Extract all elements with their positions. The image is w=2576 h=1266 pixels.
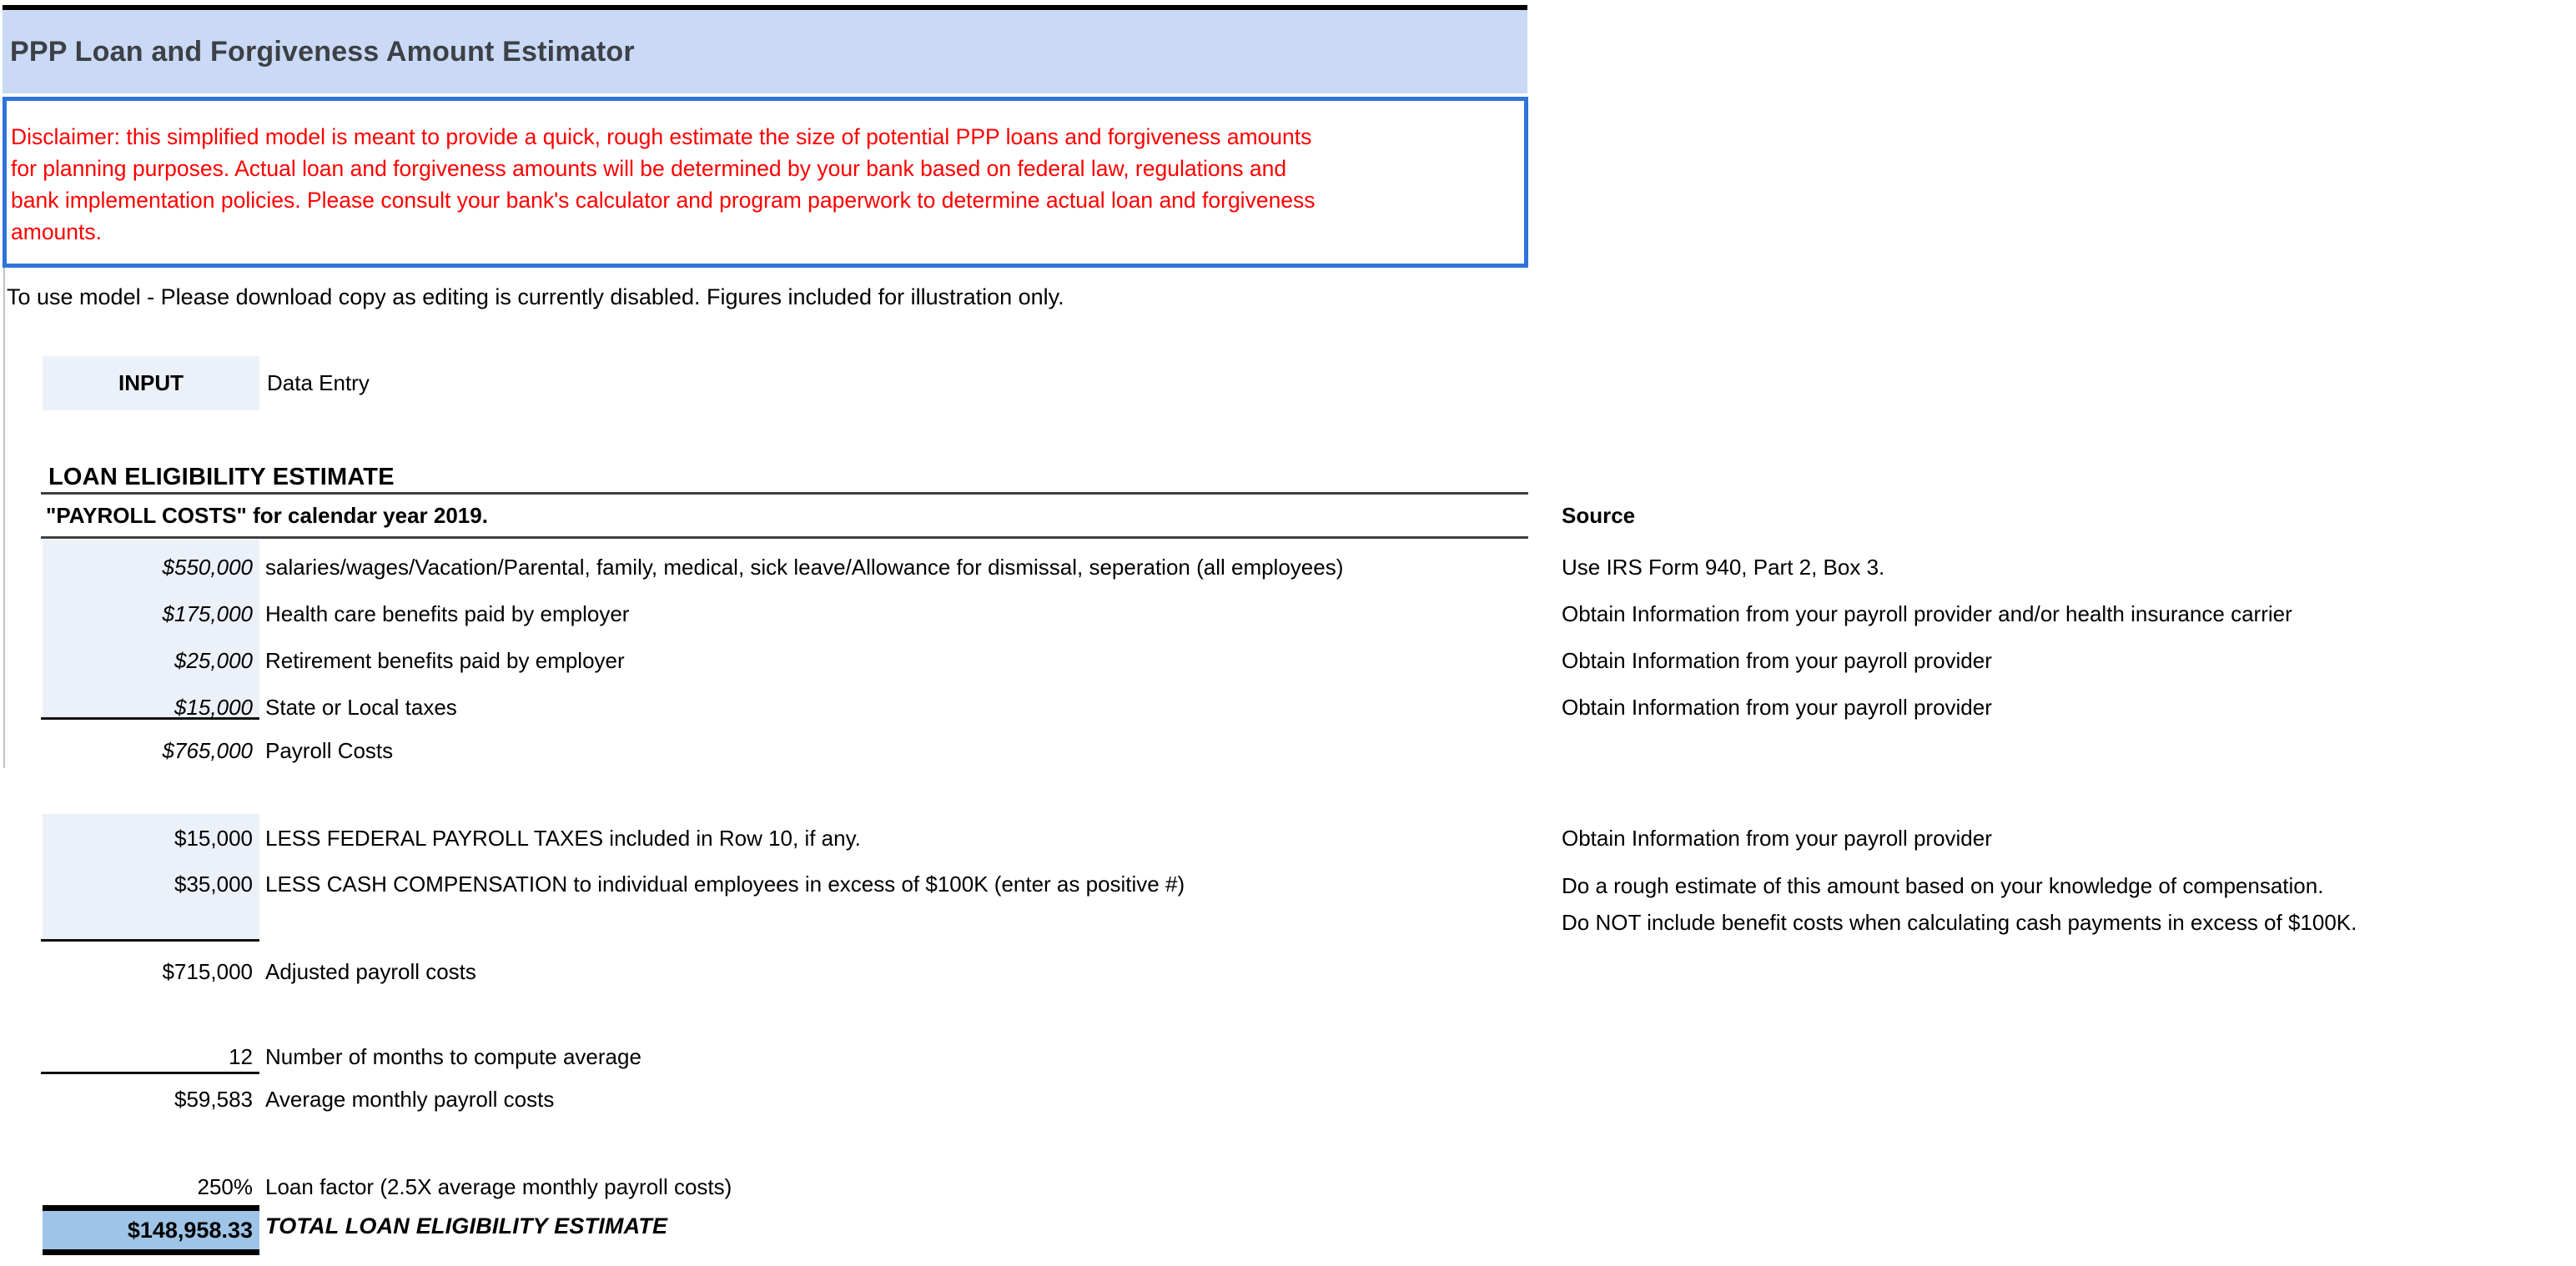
- usage-note: To use model - Please download copy as editing is currently disabled. Figures included for illustration only.: [7, 284, 1064, 309]
- row-label: LESS FEDERAL PAYROLL TAXES included in Row 10, if any.: [265, 826, 861, 851]
- row-label: State or Local taxes: [265, 695, 457, 720]
- row-label: Retirement benefits paid by employer: [265, 648, 625, 673]
- row-source-line-2: Do NOT include benefit costs when calculating cash payments in excess of $100K.: [1562, 910, 2357, 935]
- table-row: [0, 867, 2576, 935]
- table-row: [0, 1170, 2576, 1203]
- row-label: Payroll Costs: [265, 738, 394, 763]
- input-legend-cell: INPUT: [43, 356, 259, 410]
- table-row: [0, 734, 2576, 767]
- input-cell-less-cash-comp[interactable]: $35,000: [174, 872, 253, 897]
- section-divider-top: [41, 492, 1528, 495]
- row-label: LESS CASH COMPENSATION to individual employees in excess of $100K (enter as positive #): [265, 872, 1185, 897]
- row-source: Obtain Information from your payroll provider: [1562, 648, 1992, 673]
- row-source: Use IRS Form 940, Part 2, Box 3.: [1562, 555, 1885, 580]
- disclaimer-line-1: Disclaimer: this simplified model is meant to provide a quick, rough estimate the size of potential PPP loans and forgiveness amounts: [11, 124, 1312, 149]
- total-loan-estimate-cell: $148,958.33: [43, 1205, 259, 1255]
- table-row: [0, 1083, 2576, 1116]
- table-row: [0, 955, 2576, 988]
- section-heading: LOAN ELIGIBILITY ESTIMATE: [48, 464, 395, 490]
- computed-cell-payroll-costs: $765,000: [162, 738, 253, 763]
- input-cell-salaries[interactable]: $550,000: [162, 555, 253, 580]
- source-column-header: Source: [1562, 503, 1636, 528]
- disclaimer-line-2: for planning purposes. Actual loan and forgiveness amounts will be determined by your bank based on federal law, regulations and: [11, 156, 1287, 181]
- row-label: salaries/wages/Vacation/Parental, family, medical, sick leave/Allowance for dismissal, seperation (all employees): [265, 555, 1344, 580]
- row-source: Obtain Information from your payroll provider and/or health insurance carrier: [1562, 601, 2292, 626]
- row-label: Average monthly payroll costs: [265, 1087, 555, 1112]
- table-row: [0, 597, 2576, 630]
- disclaimer-line-3: bank implementation policies. Please consult your bank's calculator and program paperwork to determine actual loan and forgiveness: [11, 188, 1316, 213]
- table-row: [0, 1040, 2576, 1073]
- input-cell-healthcare[interactable]: $175,000: [162, 601, 253, 626]
- row-source: [1562, 867, 2357, 941]
- row-label: Number of months to compute average: [265, 1044, 641, 1069]
- table-row: [0, 644, 2576, 677]
- total-loan-estimate-label: TOTAL LOAN ELIGIBILITY ESTIMATE: [265, 1213, 668, 1238]
- sum-underline-less: [41, 939, 259, 942]
- table-row: [0, 550, 2576, 584]
- row-label: Health care benefits paid by employer: [265, 601, 630, 626]
- computed-cell-adjusted-payroll: $715,000: [162, 959, 253, 984]
- input-cell-state-taxes[interactable]: $15,000: [174, 695, 253, 720]
- section-divider-bottom: [41, 536, 1528, 539]
- table-row: [0, 821, 2576, 855]
- input-cell-retirement[interactable]: $25,000: [174, 648, 253, 673]
- row-source: Obtain Information from your payroll provider: [1562, 826, 1992, 851]
- disclaimer-line-4: amounts.: [11, 219, 103, 244]
- row-label: Adjusted payroll costs: [265, 959, 476, 984]
- row-source: Obtain Information from your payroll provider: [1562, 695, 1992, 720]
- row-label: Loan factor (2.5X average monthly payroll costs): [265, 1174, 732, 1199]
- table-row: [0, 691, 2576, 724]
- input-legend-description: Data Entry: [267, 370, 370, 395]
- row-source-line-1: Do a rough estimate of this amount based on your knowledge of compensation.: [1562, 873, 2324, 898]
- input-cell-less-federal-taxes[interactable]: $15,000: [174, 826, 253, 851]
- computed-cell-avg-monthly: $59,583: [174, 1087, 253, 1112]
- disclaimer-box: [3, 97, 1528, 268]
- title-bar: [3, 10, 1527, 93]
- page-title: PPP Loan and Forgiveness Amount Estimator: [10, 35, 635, 68]
- input-cell-months[interactable]: 12: [229, 1044, 253, 1069]
- computed-cell-loan-factor: 250%: [197, 1174, 253, 1199]
- payroll-costs-header: "PAYROLL COSTS" for calendar year 2019.: [46, 503, 488, 528]
